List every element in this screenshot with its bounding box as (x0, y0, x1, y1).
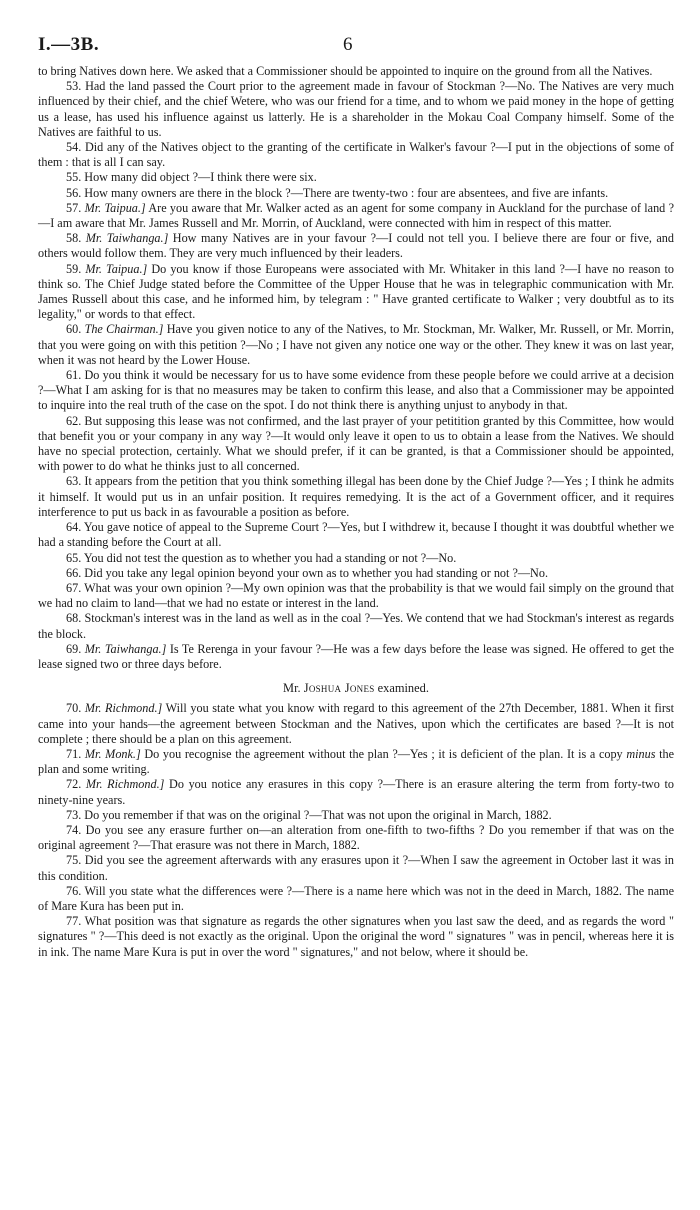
paragraph (38, 611, 674, 641)
paragraph-text: to bring Natives down here. We asked that a Commissioner should be appointed to inquire on the ground from all the Natives. (38, 64, 653, 78)
evidence-section-1 (38, 64, 674, 672)
paragraph-text: 53. Had the land passed the Court prior to the agreement made in favour of Stockman ?—No. The Natives are very much influenced by their chief, and the chief Wetere, who was our friend for a time, and to whom we paid money in the hope of getting us a lease, has used his influence against us latterly. He is a shareholder in the Mokau Coal Company himself. Some of the Natives are faithful to us. (38, 79, 674, 139)
question-number: 69. (66, 641, 85, 656)
paragraph-text: Have you given notice to any of the Natives, to Mr. Stockman, Mr. Walker, Mr. Russell, or Mr. Morrin, that you were going on with this petition ?—No ; I have not given any notice one way or the other. They knew it was on last year, when it was not heard by the Lower House. (38, 322, 674, 367)
document-body (38, 64, 674, 960)
page-header (38, 34, 674, 64)
paragraph-text: 62. But supposing this lease was not confirmed, and the last prayer of your petitition granted by this Committee, how would that benefit you or your company in any way ?—It would only leave it open to us to obtain a lease from the Natives. We should have no special protection, certainly. What we should prefer, if it can be granted, is that a Commissioner should be appointed, with power to do what he thinks just to all concerned. (38, 413, 674, 474)
paragraph-text: 64. You gave notice of appeal to the Supreme Court ?—Yes, but I withdrew it, because I thought it was doubtful whether we had a standing before the Court at all. (38, 520, 674, 550)
paragraph-text: 76. Will you state what the differences were ?—There is a name here which was not in the deed in March, 1882. The name of Mare Kura has been put in. (38, 883, 674, 913)
document-page (38, 34, 674, 960)
speaker-name: Mr. Richmond.] (85, 777, 165, 792)
paragraph-text: 75. Did you see the agreement afterwards with any erasures upon it ?—When I saw the agreement in October last it was in this condition. (38, 853, 674, 883)
paragraph-text: 55. How many did object ?—I think there were six. (66, 170, 317, 185)
paragraph (38, 368, 674, 414)
paragraph-text: 61. Do you think it would be necessary for us to have some evidence from these people before we could arrive at a decision ?—What I am asking for is that no measures may be taken to confirm this lease, and also that a Commissioner may be appointed to inquire into the real truth of the case on the spot. I do not think there is anything unjust to anybody in that. (38, 368, 674, 413)
speaker-name: Mr. Taiwhanga.] (85, 231, 169, 246)
question-number: 57. (66, 200, 85, 215)
question-number: 72. (66, 777, 86, 792)
paragraph (38, 884, 674, 914)
witness-heading (38, 681, 674, 696)
paragraph (38, 853, 674, 883)
paragraph (38, 808, 674, 823)
paragraph (38, 474, 674, 520)
paragraph (38, 914, 674, 960)
paragraph-text: 63. It appears from the petition that you think something illegal has been done by the Chief Judge ?—Yes ; I think he admits it himself. It would put us in an unfair position. It requires remedying. It is the act of a Government officer, and it requires interference to put us back in as favourable a position as before. (38, 474, 674, 519)
paragraph (38, 186, 674, 201)
paragraph-text: Do you know if those Europeans were associated with Mr. Whitaker in this land ?—I have no reason to think so. The Chief Judge stated before the Committee of the Upper House that he was in telegraphic communication with Mr. James Russell about this case, and he informed him, by telegram : " Have granted certificate to Walker ; very doubtful as to its legality," or words to that effect. (38, 261, 674, 322)
evidence-section-2 (38, 701, 674, 959)
paragraph (38, 201, 674, 231)
paragraph-text: 74. Do you see any erasure further on—an alteration from one-fifth to two-fifths ? Do you remember if that was on the original agreement ?—That erasure was not there in March, 1882. (38, 822, 674, 853)
witness-prefix: Mr. (283, 681, 304, 696)
speaker-name: Mr. Richmond.] (84, 701, 163, 716)
question-number: 70. (66, 701, 85, 716)
paragraph-text: 77. What position was that signature as regards the other signatures when you last saw the deed, and as regards the word " signatures " ?—This deed is not exactly as the original. Upon the original the word " signatures " was in pencil, whereas here it is in ink. The name Mare Kura is put in over the word " signatures," and not below, where it should be. (38, 914, 674, 959)
speaker-name: Mr. Taipua.] (85, 261, 148, 276)
witness-suffix: examined. (374, 681, 429, 696)
paragraph (38, 520, 674, 550)
italic-word: minus (626, 746, 656, 761)
paragraph (38, 581, 674, 611)
paragraph-text: Do you notice any erasures in this copy ?—There is an erasure altering the term from forty-two to ninety-nine years. (38, 777, 675, 807)
paragraph (38, 642, 674, 672)
speaker-name: Mr. Taipua.] (84, 200, 146, 215)
paragraph-text: 56. How many owners are there in the block ?—There are twenty-two : four are absentees, and five are infants. (66, 185, 609, 200)
paragraph-text-continued: the plan and some writing. (38, 746, 674, 777)
paragraph-text: 66. Did you take any legal opinion beyond your own as to whether you had standing or not ?—No. (66, 565, 548, 580)
paragraph (38, 170, 674, 185)
paragraph-text: Do you recognise the agreement without the plan ?—Yes ; it is deficient of the plan. It is a copy (140, 746, 627, 761)
speaker-name: Mr. Monk.] (84, 746, 141, 761)
paragraph-text: How many Natives are in your favour ?—I could not tell you. I believe there are four or five, and others would follow them. They are very much influenced by their leaders. (38, 231, 674, 261)
speaker-name: Mr. Taiwhanga.] (84, 641, 167, 656)
paragraph (38, 551, 674, 566)
paragraph-text: Will you state what you know with regard to this agreement of the 27th December, 1881. When it first came into your hands—the agreement between Stockman and the Natives, upon which the certificates are based ?—It is not complete ; there should be a plan on this agreement. (38, 701, 675, 746)
page-number: 6 (343, 34, 353, 55)
paragraph-text: 68. Stockman's interest was in the land as well as in the coal ?—Yes. We contend that we had Stockman's interest as regards the block. (38, 611, 674, 641)
paragraph-text: 54. Did any of the Natives object to the granting of the certificate in Walker's favour ?—I put in the objections of some of them : that is all I can say. (38, 140, 674, 170)
paragraph-text: Are you aware that Mr. Walker acted as an agent for some company in Auckland for the purchase of land ?—I am aware that Mr. James Russell and Mr. Morrin, of Auckland, were connected with him in respect of this matter. (38, 200, 675, 231)
paragraph (38, 140, 674, 170)
question-number: 59. (66, 261, 86, 276)
speaker-name: The Chairman.] (84, 322, 164, 337)
paragraph-text: 73. Do you remember if that was on the original ?—That was not upon the original in March, 1882. (66, 807, 552, 822)
paragraph (38, 322, 674, 368)
paragraph (38, 414, 674, 475)
question-number: 58. (66, 231, 86, 246)
paragraph-text: 67. What was your own opinion ?—My own opinion was that the probability is that we would fail simply on the ground that we had no claim to land—that we had no estate or interest in the land. (38, 580, 674, 611)
paragraph (38, 701, 674, 747)
question-number: 71. (66, 746, 85, 761)
question-number: 60. (66, 322, 85, 337)
paragraph (38, 64, 674, 79)
paragraph-text: 65. You did not test the question as to whether you had a standing or not ?—No. (66, 550, 457, 565)
witness-name: Joshua Jones (303, 681, 375, 696)
paragraph-text: Is Te Rerenga in your favour ?—He was a few days before the lease was signed. He offered to get the lease signed two or three days before. (38, 641, 675, 671)
series-reference: I.—3B. (38, 34, 100, 55)
paragraph (38, 79, 674, 140)
paragraph (38, 566, 674, 581)
paragraph (38, 747, 674, 777)
paragraph (38, 777, 674, 807)
paragraph (38, 262, 674, 323)
paragraph (38, 231, 674, 261)
paragraph (38, 823, 674, 853)
